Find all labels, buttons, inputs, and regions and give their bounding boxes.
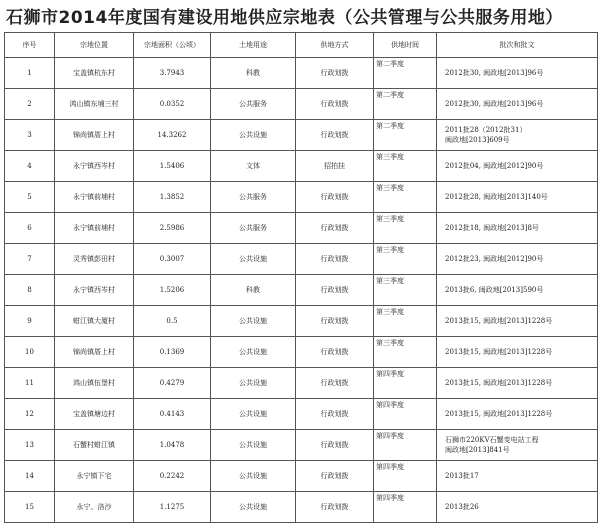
cell-use: 科教 [211, 275, 296, 306]
cell-no: 4 [5, 151, 55, 182]
cell-location: 锦尚镇厝上村 [55, 120, 134, 151]
cell-location: 蚶江镇大厦村 [55, 306, 134, 337]
cell-method: 行政划拨 [296, 89, 374, 120]
table-row [5, 306, 598, 337]
cell-use: 公共设施 [211, 306, 296, 337]
cell-area: 2.5986 [134, 213, 211, 244]
cell-time [374, 120, 437, 151]
table-row [5, 399, 598, 430]
cell-no: 11 [5, 368, 55, 399]
cell-area: 1.0478 [134, 430, 211, 461]
approval-line: 2011批28（2012批31） [445, 126, 527, 134]
table-row [5, 368, 598, 399]
cell-time [374, 492, 437, 523]
table-row [5, 213, 598, 244]
cell-area: 14.3262 [134, 120, 211, 151]
time-label: 第二季度 [376, 60, 404, 68]
cell-time [374, 58, 437, 89]
cell-time [374, 461, 437, 492]
time-label: 第三季度 [376, 215, 404, 223]
header-approval: 批次和批文 [437, 33, 598, 58]
table-row [5, 492, 598, 523]
time-label: 第四季度 [376, 494, 404, 502]
cell-method: 行政划拨 [296, 461, 374, 492]
approval-line: 闽政地[2013]841号 [445, 446, 510, 454]
cell-area: 1.1275 [134, 492, 211, 523]
cell-method: 行政划拨 [296, 337, 374, 368]
cell-area: 1.5406 [134, 151, 211, 182]
approval-line: 2013批17 [445, 472, 479, 480]
cell-location: 锦尚镇厝上村 [55, 337, 134, 368]
cell-approval [437, 461, 598, 492]
cell-location: 永宁镇西岑村 [55, 151, 134, 182]
cell-approval [437, 430, 598, 461]
cell-location: 永宁镇前埔村 [55, 213, 134, 244]
cell-location: 石蟹村蚶江镇 [55, 430, 134, 461]
cell-method: 行政划拨 [296, 275, 374, 306]
cell-use: 文体 [211, 151, 296, 182]
cell-area: 0.4279 [134, 368, 211, 399]
cell-approval [437, 337, 598, 368]
cell-approval [437, 368, 598, 399]
cell-location: 永宁镇西岑村 [55, 275, 134, 306]
cell-approval [437, 89, 598, 120]
approval-line: 石狮市220KV石蟹变电站工程 [445, 436, 539, 444]
time-label: 第二季度 [376, 91, 404, 99]
cell-time [374, 275, 437, 306]
cell-time [374, 399, 437, 430]
time-label: 第四季度 [376, 432, 404, 440]
cell-no: 12 [5, 399, 55, 430]
cell-use: 公共设施 [211, 120, 296, 151]
approval-line: 2013批15, 闽政地[2013]1228号 [445, 410, 553, 418]
cell-no: 2 [5, 89, 55, 120]
time-label: 第二季度 [376, 122, 404, 130]
cell-use: 公共服务 [211, 213, 296, 244]
approval-line: 2012批28, 闽政地[2013]140号 [445, 193, 548, 201]
cell-approval [437, 244, 598, 275]
cell-no: 8 [5, 275, 55, 306]
cell-area: 1.5206 [134, 275, 211, 306]
cell-location: 鸿山镇伍堡村 [55, 368, 134, 399]
table-row [5, 151, 598, 182]
approval-line: 2012批23, 闽政地[2012]90号 [445, 255, 544, 263]
cell-approval [437, 275, 598, 306]
approval-line: 2013批15, 闽政地[2013]1228号 [445, 317, 553, 325]
cell-area: 0.0352 [134, 89, 211, 120]
cell-area: 0.3007 [134, 244, 211, 275]
cell-time [374, 368, 437, 399]
header-location: 宗地位置 [55, 33, 134, 58]
time-label: 第三季度 [376, 308, 404, 316]
cell-location: 鸿山镇东埔三村 [55, 89, 134, 120]
cell-method: 行政划拨 [296, 399, 374, 430]
approval-line: 2013批6, 闽政地[2013]590号 [445, 286, 544, 294]
approval-line: 2012批04, 闽政地[2012]90号 [445, 162, 544, 170]
cell-use: 公共设施 [211, 337, 296, 368]
cell-use: 公共设施 [211, 368, 296, 399]
cell-method: 行政划拨 [296, 368, 374, 399]
cell-method: 行政划拨 [296, 430, 374, 461]
cell-approval [437, 492, 598, 523]
approval-line: 2012批30, 闽政地[2013]96号 [445, 69, 544, 77]
cell-area: 0.1369 [134, 337, 211, 368]
table-row [5, 244, 598, 275]
cell-location: 灵秀镇彭田村 [55, 244, 134, 275]
cell-method: 行政划拨 [296, 492, 374, 523]
approval-line: 2013批26 [445, 503, 479, 511]
cell-time [374, 182, 437, 213]
cell-location: 宝盖镇杭东村 [55, 58, 134, 89]
land-supply-table [4, 32, 598, 523]
header-area: 宗地面积（公顷） [134, 33, 211, 58]
cell-approval [437, 213, 598, 244]
cell-time [374, 306, 437, 337]
time-label: 第四季度 [376, 401, 404, 409]
page-title: 石狮市2014年度国有建设用地供应宗地表（公共管理与公共服务用地） [6, 8, 563, 28]
header-no: 序号 [5, 33, 55, 58]
table-row [5, 120, 598, 151]
cell-time [374, 151, 437, 182]
cell-area: 3.7943 [134, 58, 211, 89]
cell-use: 公共设施 [211, 430, 296, 461]
cell-area: 0.5 [134, 306, 211, 337]
cell-method: 行政划拨 [296, 306, 374, 337]
table-header-row [5, 33, 598, 58]
cell-no: 6 [5, 213, 55, 244]
table-row [5, 461, 598, 492]
cell-area: 1.3852 [134, 182, 211, 213]
time-label: 第四季度 [376, 463, 404, 471]
time-label: 第三季度 [376, 184, 404, 192]
cell-location: 宝盖镇塘边村 [55, 399, 134, 430]
time-label: 第三季度 [376, 246, 404, 254]
header-method: 供地方式 [296, 33, 374, 58]
cell-area: 0.2242 [134, 461, 211, 492]
cell-approval [437, 120, 598, 151]
cell-use: 科教 [211, 58, 296, 89]
cell-no: 9 [5, 306, 55, 337]
cell-use: 公共服务 [211, 89, 296, 120]
approval-line: 2013批15, 闽政地[2013]1228号 [445, 348, 553, 356]
table-row [5, 275, 598, 306]
cell-use: 公共设施 [211, 244, 296, 275]
cell-method: 行政划拨 [296, 182, 374, 213]
header-use: 土地用途 [211, 33, 296, 58]
cell-no: 3 [5, 120, 55, 151]
time-label: 第四季度 [376, 370, 404, 378]
table-row [5, 89, 598, 120]
cell-no: 1 [5, 58, 55, 89]
cell-time [374, 337, 437, 368]
cell-area: 0.4143 [134, 399, 211, 430]
approval-line: 闽政地[2013]609号 [445, 136, 510, 144]
cell-no: 5 [5, 182, 55, 213]
cell-no: 10 [5, 337, 55, 368]
time-label: 第三季度 [376, 153, 404, 161]
cell-no: 15 [5, 492, 55, 523]
cell-no: 7 [5, 244, 55, 275]
cell-approval [437, 182, 598, 213]
header-time: 供地时间 [374, 33, 437, 58]
approval-line: 2012批30, 闽政地[2013]96号 [445, 100, 544, 108]
time-label: 第三季度 [376, 339, 404, 347]
table-row [5, 58, 598, 89]
cell-location: 永宁、洛沙 [55, 492, 134, 523]
cell-approval [437, 399, 598, 430]
cell-approval [437, 151, 598, 182]
cell-approval [437, 58, 598, 89]
cell-approval [437, 306, 598, 337]
cell-time [374, 213, 437, 244]
cell-use: 公共设施 [211, 399, 296, 430]
cell-location: 永宁镇下宅 [55, 461, 134, 492]
cell-method: 行政划拨 [296, 244, 374, 275]
cell-time [374, 89, 437, 120]
cell-method: 行政划拨 [296, 120, 374, 151]
cell-method: 行政划拨 [296, 213, 374, 244]
table-row [5, 337, 598, 368]
cell-no: 13 [5, 430, 55, 461]
cell-method: 行政划拨 [296, 58, 374, 89]
cell-no: 14 [5, 461, 55, 492]
cell-method: 招拍挂 [296, 151, 374, 182]
cell-location: 永宁镇前埔村 [55, 182, 134, 213]
approval-line: 2013批15, 闽政地[2013]1228号 [445, 379, 553, 387]
time-label: 第三季度 [376, 277, 404, 285]
cell-use: 公共设施 [211, 492, 296, 523]
table-row [5, 430, 598, 461]
cell-time [374, 244, 437, 275]
cell-use: 公共服务 [211, 182, 296, 213]
cell-time [374, 430, 437, 461]
approval-line: 2012批18, 闽政地[2013]8号 [445, 224, 539, 232]
table-row [5, 182, 598, 213]
cell-use: 公共设施 [211, 461, 296, 492]
